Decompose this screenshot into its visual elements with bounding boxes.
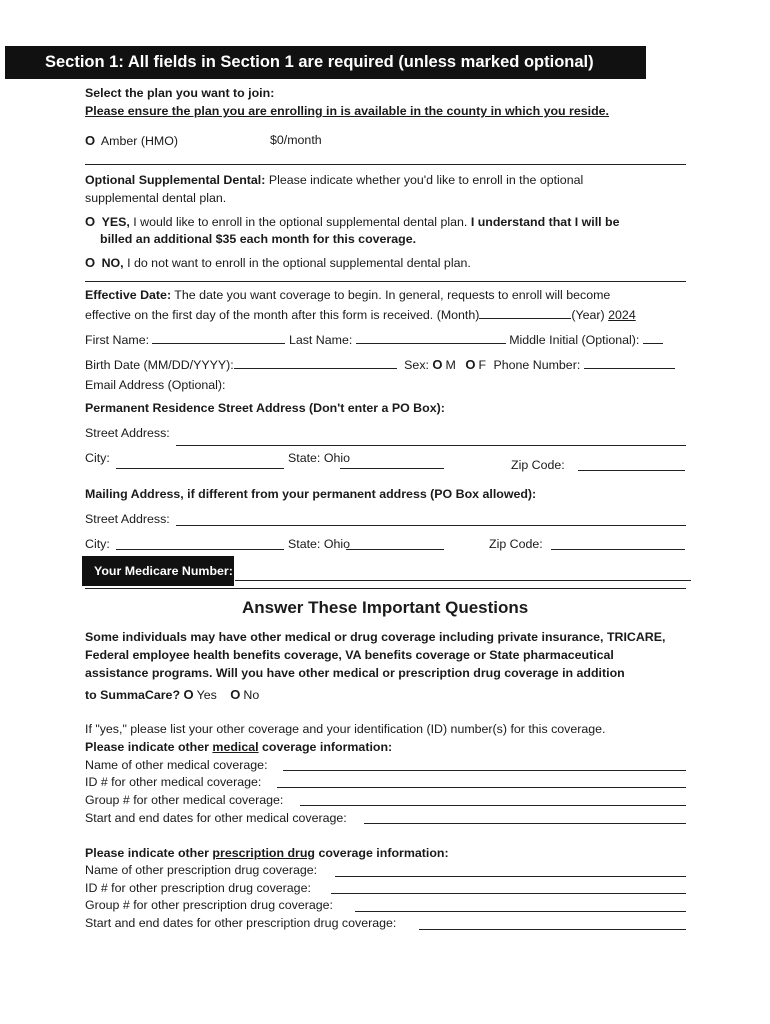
- drug-heading-a: Please indicate other: [85, 846, 209, 860]
- medical-field-label: Name of other medical coverage:: [85, 758, 268, 772]
- first-name-label: First Name:: [85, 333, 150, 347]
- sex-label: Sex:: [404, 358, 429, 372]
- permanent-street-label: Street Address:: [85, 426, 170, 440]
- drug-heading: [85, 846, 449, 860]
- q1-line-1: Some individuals may have other medical or drug coverage including private insurance, TRICARE,: [85, 630, 666, 644]
- select-plan-note: Please ensure the plan you are enrolling in is available in the county in which you reside.: [85, 104, 609, 118]
- permanent-state: State: Ohio: [288, 451, 350, 465]
- medical-field-label: Start and end dates for other medical coverage:: [85, 811, 347, 825]
- mailing-zip-label: Zip Code:: [489, 537, 543, 551]
- dental-text-2: supplemental dental plan.: [85, 191, 227, 205]
- email-label: Email Address (Optional):: [85, 378, 226, 392]
- effective-month-label: effective on the first day of the month after this form is received. (Month): [85, 308, 480, 322]
- q1-no-label: No: [243, 688, 260, 702]
- section-header: Section 1: All fields in Section 1 are required (unless marked optional): [5, 46, 646, 79]
- radio-circle-icon[interactable]: O: [85, 133, 96, 148]
- drug-field-label: ID # for other prescription drug coverage:: [85, 881, 311, 895]
- permanent-zip-label: Zip Code:: [511, 458, 565, 472]
- sex-f-label: F: [478, 358, 487, 372]
- radio-circle-icon[interactable]: O: [85, 214, 96, 229]
- drug-field-label: Name of other prescription drug coverage:: [85, 863, 318, 877]
- dental-no-text: I do not want to enroll in the optional supplemental dental plan.: [127, 256, 471, 270]
- drug-field-label: Start and end dates for other prescription drug coverage:: [85, 916, 397, 930]
- drug-name-field[interactable]: [335, 876, 686, 877]
- medical-field-label: Group # for other medical coverage:: [85, 793, 284, 807]
- drug-heading-b: coverage information:: [318, 846, 449, 860]
- birth-row: [85, 356, 675, 372]
- drug-id-field[interactable]: [331, 893, 686, 894]
- medical-id-field[interactable]: [277, 787, 686, 788]
- radio-circle-icon[interactable]: O: [465, 357, 476, 372]
- phone-label: Phone Number:: [493, 358, 581, 372]
- questions-title: Answer These Important Questions: [242, 598, 529, 617]
- dental-text: Please indicate whether you'd like to enroll in the optional: [268, 173, 584, 187]
- medical-name-field[interactable]: [283, 770, 686, 771]
- medical-heading: [85, 740, 392, 754]
- birth-date-field[interactable]: [234, 356, 397, 369]
- medical-group-field[interactable]: [300, 805, 686, 806]
- dental-label: Optional Supplemental Dental:: [85, 173, 266, 187]
- medical-heading-a: Please indicate other: [85, 740, 209, 754]
- permanent-zip-field[interactable]: [578, 470, 685, 471]
- q1-line-2: Federal employee health benefits coverage, VA benefits coverage or State pharmaceutical: [85, 648, 614, 662]
- radio-circle-icon[interactable]: O: [85, 255, 96, 270]
- permanent-state-field: [340, 468, 444, 469]
- plan-name: Amber (HMO): [100, 134, 178, 148]
- effective-year-label: (Year): [571, 308, 605, 322]
- q1-yes-label: Yes: [196, 688, 217, 702]
- sex-m-label: M: [445, 358, 456, 372]
- permanent-city-label: City:: [85, 451, 110, 465]
- medical-field-label: ID # for other medical coverage:: [85, 775, 262, 789]
- plan-option-amber[interactable]: [85, 133, 178, 148]
- drug-heading-u: prescription drug: [212, 846, 315, 860]
- name-row: [85, 331, 663, 347]
- dental-yes-label: YES,: [101, 215, 130, 229]
- if-yes-text: If "yes," please list your other coverage and your identification (ID) number(s) for this coverage.: [85, 722, 606, 736]
- mailing-city-label: City:: [85, 537, 110, 551]
- mailing-street-label: Street Address:: [85, 512, 170, 526]
- first-name-field[interactable]: [152, 331, 285, 344]
- dental-no-option[interactable]: [85, 255, 471, 270]
- q1-line-4: [85, 687, 259, 702]
- medical-dates-field[interactable]: [364, 823, 686, 824]
- plan-price: $0/month: [270, 133, 322, 147]
- dental-no-label: NO,: [101, 256, 124, 270]
- effective-month-field[interactable]: [479, 306, 571, 319]
- last-name-field[interactable]: [356, 331, 506, 344]
- medical-heading-b: coverage information:: [262, 740, 393, 754]
- mailing-zip-field[interactable]: [551, 549, 685, 550]
- drug-group-field[interactable]: [355, 911, 686, 912]
- effective-date-intro: [85, 288, 610, 302]
- last-name-label: Last Name:: [288, 333, 353, 347]
- radio-circle-icon[interactable]: O: [230, 687, 241, 702]
- mailing-address-heading: Mailing Address, if different from your permanent address (PO Box allowed):: [85, 487, 537, 501]
- medical-heading-u: medical: [212, 740, 259, 754]
- divider: [85, 281, 686, 282]
- drug-dates-field[interactable]: [419, 929, 686, 930]
- mailing-state: State: Ohio: [288, 537, 350, 551]
- dental-yes-option[interactable]: [85, 214, 620, 229]
- middle-initial-label: Middle Initial (Optional):: [509, 333, 640, 347]
- radio-circle-icon[interactable]: O: [183, 687, 194, 702]
- mailing-state-field: [346, 549, 444, 550]
- effective-year-value[interactable]: 2024: [608, 308, 636, 322]
- middle-initial-field[interactable]: [643, 331, 663, 344]
- drug-field-label: Group # for other prescription drug coverage:: [85, 898, 333, 912]
- divider: [85, 588, 686, 589]
- dental-yes-text: I would like to enroll in the optional supplemental dental plan.: [133, 215, 468, 229]
- effective-date-line-2: [85, 306, 636, 322]
- mailing-street-field[interactable]: [176, 525, 686, 526]
- q1-line-3: assistance programs. Will you have other medical or prescription drug coverage in addition: [85, 666, 625, 680]
- mailing-city-field[interactable]: [116, 549, 284, 550]
- dental-yes-bold-2: billed an additional $35 each month for this coverage.: [100, 232, 417, 246]
- medicare-number-label: Your Medicare Number:: [82, 556, 234, 586]
- birth-date-label: Birth Date (MM/DD/YYYY):: [85, 358, 234, 372]
- dental-intro: [85, 173, 583, 187]
- phone-field[interactable]: [584, 356, 675, 369]
- select-plan-label: Select the plan you want to join:: [85, 86, 275, 100]
- effective-date-text: The date you want coverage to begin. In general, requests to enroll will become: [174, 288, 611, 302]
- medicare-number-field[interactable]: [235, 580, 691, 581]
- effective-date-label: Effective Date:: [85, 288, 172, 302]
- dental-yes-bold: I understand that I will be: [470, 215, 620, 229]
- divider: [85, 164, 686, 165]
- permanent-street-field[interactable]: [176, 445, 686, 446]
- permanent-address-heading: Permanent Residence Street Address (Don't enter a PO Box):: [85, 401, 445, 415]
- q1-line-4-text: to SummaCare?: [85, 688, 181, 702]
- radio-circle-icon[interactable]: O: [432, 357, 443, 372]
- permanent-city-field[interactable]: [116, 468, 284, 469]
